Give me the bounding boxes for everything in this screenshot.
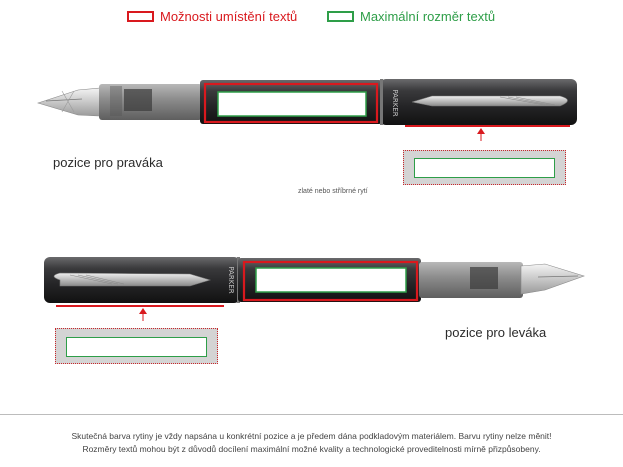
footer-line-2: Rozměry textů mohou být z důvodů docílení maximální možné kvality a technologické proveditelnosti mírně přizpůsobeny. [82, 444, 541, 454]
arrow-clip [412, 96, 568, 106]
right-hand-position-label: pozice pro praváka [53, 155, 163, 170]
clip-max-text-area [414, 158, 555, 178]
nib [38, 88, 101, 116]
brand-mark: PARKER [227, 266, 235, 294]
arrow-up-icon [477, 128, 485, 134]
max-text-area-barrel [256, 268, 406, 292]
left-hand-pen [44, 257, 584, 321]
max-size-legend-label: Maximální rozměr textů [360, 9, 496, 24]
placement-legend-label: Možnosti umístění textů [160, 9, 298, 24]
left-hand-position-label: pozice pro leváka [445, 325, 547, 340]
arrow-up-icon [139, 308, 147, 314]
clip-engraving-zone-left [55, 328, 218, 364]
footer-notice [0, 430, 623, 456]
arrow-clip [54, 273, 210, 286]
brand-mark: PARKER [391, 89, 399, 117]
engraving-note: zlaté nebo stříbrné rytí [298, 188, 368, 195]
clip-engraving-zone-right [403, 150, 566, 185]
max-text-area-barrel [218, 92, 366, 116]
nib [521, 264, 584, 294]
footer-divider [0, 414, 623, 415]
footer-line-1: Skutečná barva rytiny je vždy napsána u konkrétní pozice a je předem dána podkladovým materiálem. Barvu rytiny nelze měnit! [71, 431, 552, 441]
right-hand-pen [38, 79, 577, 141]
clip-max-text-area [66, 337, 207, 357]
